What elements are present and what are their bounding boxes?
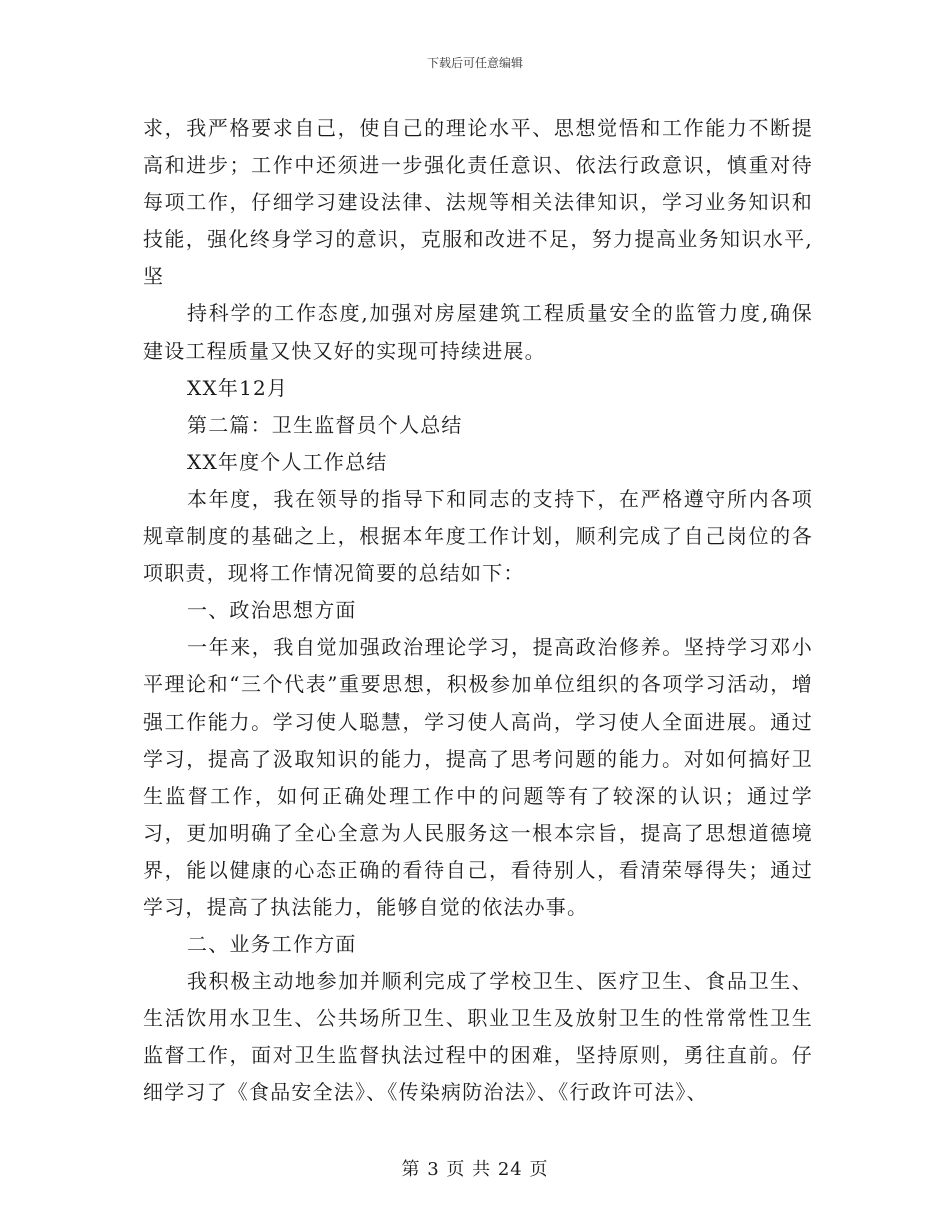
page-header: 下载后可任意编辑 bbox=[426, 56, 523, 70]
page-footer: 第 3 页 共 24 页 bbox=[401, 1159, 549, 1180]
heading-political: 一、政治思想方面 bbox=[187, 598, 357, 623]
heading-business: 二、业务工作方面 bbox=[187, 932, 357, 957]
section-title: 第二篇：卫生监督员个人总结 bbox=[187, 412, 463, 437]
date-line: XX年12月 bbox=[187, 375, 289, 400]
subtitle: XX年度个人工作总结 bbox=[187, 449, 388, 474]
document-body bbox=[143, 110, 813, 1112]
paragraph-business: 我积极主动地参加并顺利完成了学校卫生、医疗卫生、食品卫生、生活饮用水卫生、公共场所卫生、职业卫生及放射卫生的性常常性卫生监督工作，面对卫生监督执法过程中的困难，坚持原则，勇往直前。仔细学习了《食品安全法》、《传染病防治法》、《行政许可法》、 bbox=[143, 969, 813, 1105]
paragraph-1: 求，我严格要求自己，使自己的理论水平、思想觉悟和工作能力不断提高和进步；工作中还须进一步强化责任意识、依法行政意识，慎重对待每项工作，仔细学习建设法律、法规等相关法律知识，学习业务知识和技能，强化终身学习的意识，克服和改进不足，努力提高业务知识水平,坚 bbox=[143, 116, 813, 289]
paragraph-intro: 本年度，我在领导的指导下和同志的支持下，在严格遵守所内各项规章制度的基础之上，根据本年度工作计划，顺利完成了自己岗位的各项职责，现将工作情况简要的总结如下： bbox=[143, 486, 813, 586]
paragraph-political: 一年来，我自觉加强政治理论学习，提高政治修养。坚持学习邓小平理论和“三个代表”重要思想，积极参加单位组织的各项学习活动，增强工作能力。学习使人聪慧，学习使人高尚，学习使人全面进展。通过学习，提高了汲取知识的能力，提高了思考问题的能力。对如何搞好卫生监督工作，如何正确处理工作中的问题等有了较深的认识；通过学习，更加明确了全心全意为人民服务这一根本宗旨，提高了思想道德境界，能以健康的心态正确的看待自己，看待别人，看清荣辱得失；通过学习，提高了执法能力，能够自觉的依法办事。 bbox=[143, 635, 813, 919]
paragraph-2: 持科学的工作态度,加强对房屋建筑工程质量安全的监管力度,确保建设工程质量又快又好的实现可持续进展。 bbox=[143, 301, 813, 363]
